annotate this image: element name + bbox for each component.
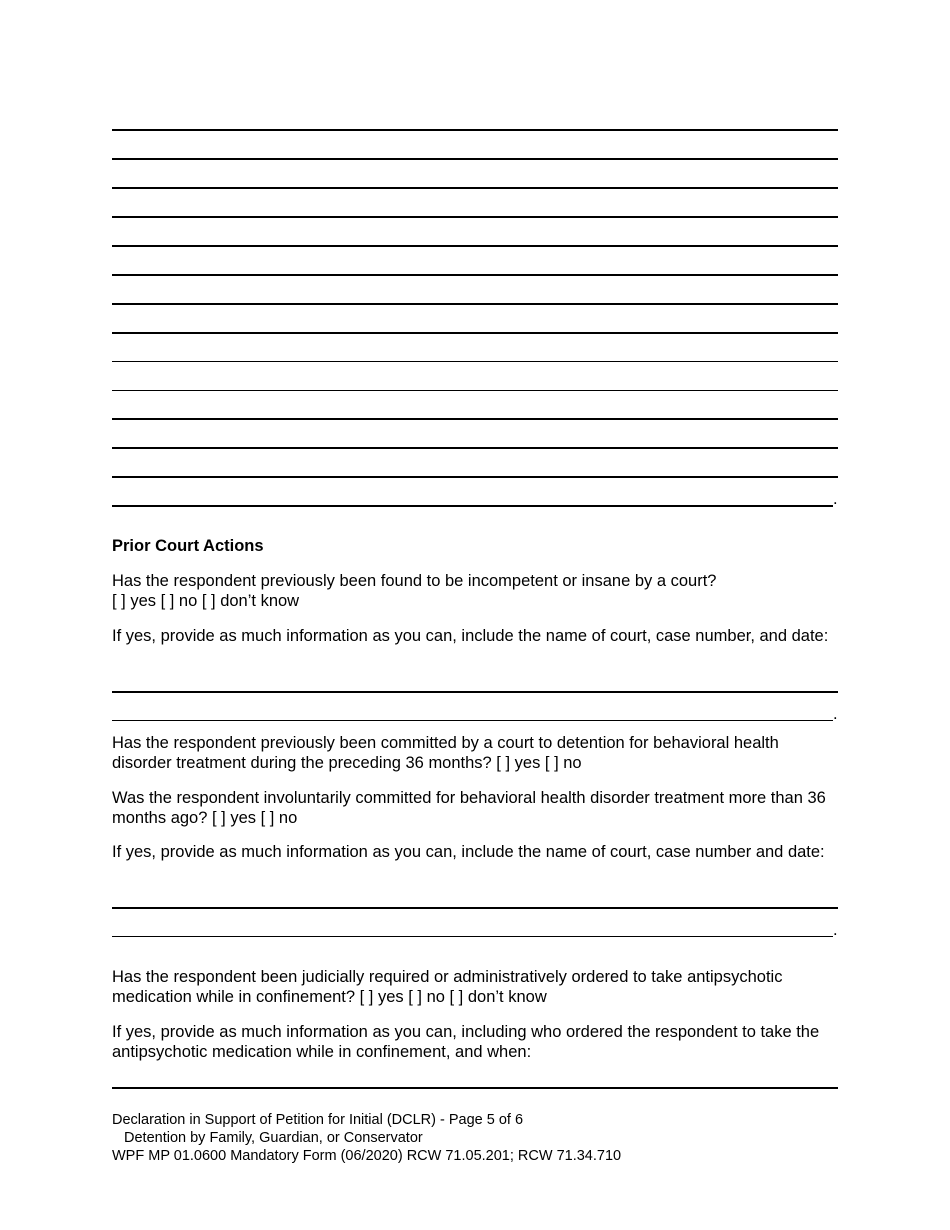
answer-line[interactable]	[112, 476, 838, 478]
answer-end-mark: .	[833, 921, 838, 939]
answer-line[interactable]	[112, 447, 838, 449]
answer-line[interactable]	[112, 274, 838, 276]
answer-line[interactable]	[112, 187, 838, 189]
question-incompetent-options[interactable]: [ ] yes [ ] no [ ] don’t know	[112, 592, 300, 610]
question-committed-36-months[interactable]: Has the respondent previously been committed by a court to detention for behavioral health disorder treatment during the preceding 36 months? [ ] yes [ ] no	[112, 734, 779, 772]
answer-line[interactable]	[112, 245, 838, 247]
answer-line[interactable]	[112, 390, 838, 391]
answer-line[interactable]	[112, 418, 838, 420]
question-antipsychotic-medication[interactable]: Has the respondent been judicially required or administratively ordered to take antipsychotic medication while in confinement? [ ] yes [ ] no [ ] don’t know	[112, 968, 783, 1006]
section-heading: Prior Court Actions	[112, 537, 264, 555]
answer-block-end-mark: .	[833, 490, 838, 508]
answer-line[interactable]	[112, 303, 838, 305]
answer-line[interactable]	[112, 691, 838, 693]
answer-line[interactable]	[112, 216, 838, 218]
question-medication-followup: If yes, provide as much information as you can, including who ordered the respondent to take the antipsychotic medication while in confinement, and when:	[112, 1023, 820, 1061]
answer-line[interactable]	[112, 129, 838, 131]
answer-line[interactable]	[112, 1087, 838, 1089]
question-commitment-followup: If yes, provide as much information as you can, include the name of court, case number and date:	[112, 843, 825, 861]
footer-subtitle: Detention by Family, Guardian, or Conservator	[124, 1130, 423, 1146]
answer-end-mark: .	[833, 705, 838, 723]
question-incompetent: Has the respondent previously been found to be incompetent or insane by a court?	[112, 572, 717, 590]
footer-form-id: WPF MP 01.0600 Mandatory Form (06/2020) RCW 71.05.201; RCW 71.34.710	[112, 1148, 622, 1164]
answer-line[interactable]	[112, 936, 833, 937]
answer-line[interactable]	[112, 332, 838, 334]
answer-line[interactable]	[112, 505, 833, 507]
answer-line[interactable]	[112, 720, 833, 721]
footer-title: Declaration in Support of Petition for Initial (DCLR) - Page 5 of 6	[112, 1112, 524, 1128]
answer-line[interactable]	[112, 158, 838, 160]
answer-line[interactable]	[112, 907, 838, 909]
question-involuntary-commitment[interactable]: Was the respondent involuntarily committed for behavioral health disorder treatment more than 36 months ago? [ ] yes [ ] no	[112, 789, 826, 827]
answer-line[interactable]	[112, 361, 838, 362]
question-incompetent-followup: If yes, provide as much information as you can, include the name of court, case number, and date:	[112, 627, 829, 645]
